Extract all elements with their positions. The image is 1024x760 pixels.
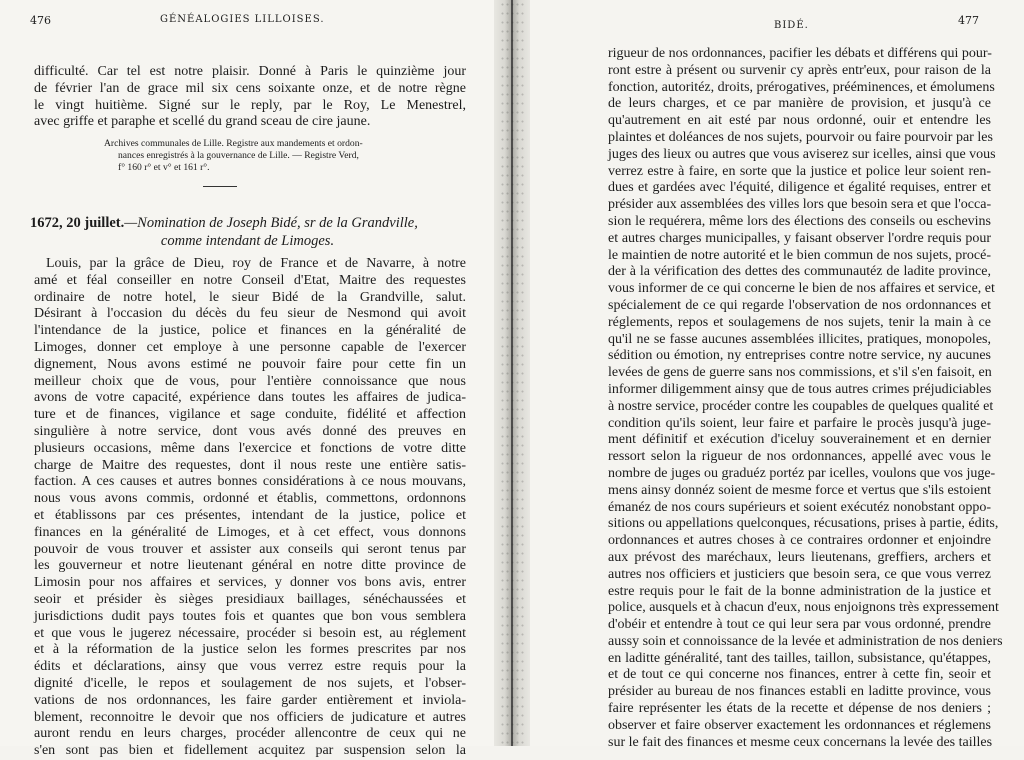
page-number-left: 476 — [30, 14, 51, 27]
section-date: 1672, 20 juillet. — [30, 215, 125, 231]
text-line: plaintes et doléances de nos sujets, pourvoir ou faire pourvoir par les — [608, 129, 993, 145]
section-heading — [30, 214, 465, 250]
body-text-right — [608, 46, 1003, 751]
text-line: à nostre service, procéder contre les coupables de quelques qualité et — [608, 398, 994, 414]
text-line: mens ainsy donnéz soient de mesme force et vertus que s'ils estoient — [608, 482, 991, 498]
archive-reference — [104, 138, 464, 174]
text-line: aux prévost des maréchaux, leurs lieutenans, greffiers, archers et — [608, 549, 991, 565]
text-line: informer diligemment ainsy que de tous autres crimes préjudiciables — [608, 381, 992, 397]
text-line: et autres charges municipalles, y faisant observer l'ordre requis pour — [608, 230, 991, 246]
ref-line: f° 160 r° et v° et 161 r°. — [118, 162, 210, 173]
text-line: l'intendance de la justice, police et finances en la généralité de — [34, 323, 466, 339]
text-line: autres nos officiers et justiciers que besoin sera, ce que vous verrez — [608, 566, 991, 582]
text-line: seoir et présider ès sièges presidiaux baillages, sénéchaussées et — [34, 591, 466, 607]
text-line: estre requis pour le fait de la bonne administration de la justice et — [608, 583, 991, 599]
text-line: singulière à notre service, dont vous avés donné des preuves en — [34, 423, 466, 439]
gutter-crease — [511, 0, 513, 746]
text-line: faire représenter les états de la recette et dépense de nos deniers ; — [608, 701, 991, 717]
text-line: de leurs charges, et ce par manière de provision, et jusqu'à ce — [608, 96, 991, 112]
right-page — [530, 0, 1024, 750]
text-line: Désirant à l'occasion du décès du feu sieur de Nesmond qui avoit — [34, 306, 466, 322]
text-line: police, ausquels et à chacun d'eux, nous enjoignons très expressement — [608, 600, 999, 616]
text-line: présider au bureau de nos finances establi en laditte province, vous — [608, 684, 991, 700]
text-line: ront estre à présent ou survenir cy après entr'eux, pour raison de la — [608, 62, 991, 78]
text-line: et de tout ce qui concerne nos finances, entrer à cette fin, seoir et — [608, 667, 991, 683]
text-line: et à la réformation de la justice selon les formes prescrites par nos — [34, 642, 466, 658]
text-line: dignement, Nous avons estimé ne pouvoir faire pour cette fin un — [34, 356, 466, 372]
text-line: en laditte généralité, tant des tailles, taillon, subsistance, qu'étappes, — [608, 650, 991, 666]
text-line: Louis, par la grâce de Dieu, roy de France et de Navarre, à notre — [46, 256, 466, 271]
text-line: Limosin pour nos affaires et services, y donner vos bons avis, entrer — [34, 575, 466, 591]
text-line: nous vous avons commis, ordonné et établis, commettons, ordonnons — [34, 491, 466, 507]
text-line: les gouverneur et notre lieutenant général en notre ditte province de — [34, 558, 466, 574]
closing-paragraph — [34, 64, 466, 131]
text-line: présider aux assemblées des villes lors que besoin sera et que l'occa- — [608, 197, 992, 213]
text-line: s'en sont pas bien et fidellement acquitez par suspension selon la — [34, 743, 466, 759]
text-line: pouvoir de vous trouver et assister aux conseils qui seront tenus par — [34, 541, 466, 557]
text-line: avons de votre capacité, expérience dans toutes les affaires de judica- — [34, 390, 466, 406]
text-line: d'obéir et entendre à tout ce qui leur sera par vous ordonné, prendre — [608, 617, 991, 633]
text-line: fonction, autoritéz, droits, prérogatives, prééminences, et émolumens — [608, 79, 995, 95]
text-line: observer et faire observer exactement les ordonnances et réglemens — [608, 717, 991, 733]
body-text-left — [34, 256, 466, 760]
text-line: qu'autrement en ait esté par nous ordonné, ouir et entendre les — [608, 113, 991, 129]
text-line: et établissons par ces présentes, intendant de la justice, police et — [34, 507, 466, 523]
text-line: sédition ou émotion, ny entreprises contre notre service, ny aucunes — [608, 348, 991, 364]
left-page — [0, 0, 494, 759]
section-divider — [203, 186, 237, 187]
section-title: —Nomination de Joseph Bidé, sr de la Grandville, — [124, 215, 418, 231]
text-line: qu'il ne se fasse aucunes assemblées illicites, pratiques, monopoles, — [608, 331, 991, 347]
text-line: nombre de juges ou graduéz portéz par icelles, voulons que vos juge- — [608, 465, 996, 481]
text-line: le maintien de notre autorité et le bien commun de nos sujets, procé- — [608, 247, 991, 263]
text-line: ordonnances et autres choses à ce contraires ordonner et enjoindre — [608, 533, 991, 549]
text-line: édits et déclarations, ainsy que vous verrez estre requis pour la — [34, 659, 466, 675]
text-line: ordinaire de notre hotel, le sieur Bidé de la Grandville, salut. — [34, 289, 466, 305]
text-line: meilleur choix que de vous, pour l'entière connoissance que nous — [34, 373, 466, 389]
text-line: le vingt huitième. Signé sur le reply, par le Roy, Le Menestrel, — [34, 97, 466, 113]
text-line: plusieurs occasions, même dans l'exercice et fonctions de votre ditte — [34, 440, 466, 456]
text-line: juges des lieux ou autres que vous aviserez sur icelles, ainsi que vous — [608, 146, 996, 162]
text-line: aussy soin et connoissance de la levée et administration de nos deniers — [608, 633, 1003, 649]
page-number-right: 477 — [958, 14, 979, 27]
text-line: émanéz de nos cours supérieurs et soient exécutéz nonobstant oppo- — [608, 499, 991, 515]
text-line: sion le requérera, même lors des élections des conseils ou eschevins — [608, 213, 991, 229]
ref-line: Archives communales de Lille. Registre aux mandements et ordon- — [104, 138, 363, 149]
text-line: vations de nos ordonnances, les faire garder entièrement et inviola- — [34, 692, 466, 708]
text-line: charge de Maitre des requestes, dont il nous reste une entière satis- — [34, 457, 466, 473]
text-line: dues et gardées avec l'équité, diligence et égalité requises, entrer et — [608, 180, 991, 196]
text-line: rigueur de nos ordonnances, pacifier les débats et différens qui pour- — [608, 46, 992, 61]
text-line: ment définitif et exécution d'iceluy souverainement et en dernier — [608, 432, 991, 448]
text-line: ressort selon la rigueur de nos ordonnances, appellé avec vous le — [608, 449, 991, 465]
text-line: Limoges, donner cet employe à une personne capable de l'exercer — [34, 339, 466, 355]
text-line: difficulté. Car tel est notre plaisir. Donné à Paris le quinzième jour — [34, 64, 466, 79]
text-line: amé et féal conseiller en notre Conseil d'Etat, Maitre des requestes — [34, 272, 466, 288]
text-line: vous informer de ce qui concerne le bien de nos affaires et service, et — [608, 281, 995, 297]
text-line: blement, reconnoitre le devoir que nos officiers de judicature et autres — [34, 709, 466, 725]
text-line: de février l'an de grace mil six cens soixante onze, et de notre règne — [34, 80, 466, 96]
section-title-cont: comme intendant de Limoges. — [160, 233, 335, 249]
text-line: faction. A ces causes et autres bonnes considérations à ce nous mouvans, — [34, 474, 466, 490]
running-head-left: GÉNÉALOGIES LILLOISES. — [160, 14, 325, 25]
text-line: spécialement de ce qui regarde l'observation de nos ordonnances et — [608, 297, 991, 313]
text-line: levées de gens de guerre sans nos commissions, et s'il s'en faisoit, en — [608, 365, 992, 381]
text-line: dignité d'icelle, le repos et soulagement de nos sujets, et l'obser- — [34, 675, 466, 691]
text-line: sur le fait des finances et mesme ceux concernans la levée des tailles — [608, 734, 993, 750]
text-line: jurisdictions dudit pays toutes fois et quantes que bon vous semblera — [34, 608, 466, 624]
text-line: ture et de finances, vigilance et sage conduite, fidélité et affection — [34, 407, 466, 423]
text-line: avec griffe et paraphe et scellé du grand sceau de cire jaune. — [34, 114, 371, 130]
running-head-right: BIDÉ. — [774, 20, 809, 31]
book-gutter — [494, 0, 530, 746]
text-line: condition qu'ils soient, leur faire et parfaire le procès jusqu'à juge- — [608, 415, 991, 431]
ref-line: nances enregistrés à la gouvernance de Lille. — Registre Verd, — [118, 150, 359, 161]
text-line: auront rendu en leurs charges, procéder allencontre de ceux qui ne — [34, 726, 466, 742]
text-line: et que vous le jugerez nécessaire, procéder si besoin est, au réglement — [34, 625, 466, 641]
text-line: verrez estre à faire, en sorte que la justice et police leur soient ren- — [608, 163, 991, 179]
text-line: réglements, repos et soulagemens de nos sujets, tenir la main à ce — [608, 314, 991, 330]
text-line: der à la vérification des dettes des communautéz de ladite province, — [608, 264, 991, 280]
text-line: finances en la généralité de Limoges, et à cet effect, vous donnons — [34, 524, 466, 540]
text-line: sitions ou appellations quelconques, récusations, prises à partie, édits, — [608, 516, 999, 532]
